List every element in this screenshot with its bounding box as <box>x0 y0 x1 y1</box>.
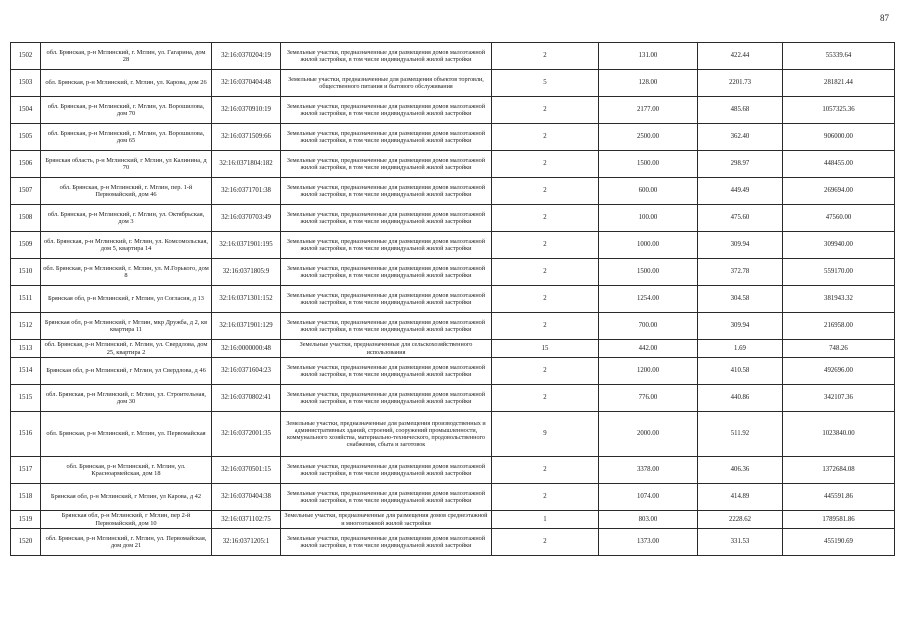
table-row <box>11 259 895 286</box>
specific-value-cell: 304.58 <box>698 286 783 313</box>
cadastral-value-cell: 906000.00 <box>783 124 895 151</box>
area-cell: 1373.00 <box>599 529 698 556</box>
cadastral-number-cell: 32:16:0370204:19 <box>212 43 281 70</box>
row-number: 1514 <box>11 358 41 385</box>
group-code-cell: 2 <box>492 385 599 412</box>
cadastral-value-cell: 455190.69 <box>783 529 895 556</box>
specific-value-cell: 372.78 <box>698 259 783 286</box>
specific-value-cell: 362.40 <box>698 124 783 151</box>
cadastral-number-cell: 32:16:0000000:48 <box>212 340 281 358</box>
table-row <box>11 232 895 259</box>
area-cell: 1254.00 <box>599 286 698 313</box>
table-body <box>11 43 895 556</box>
specific-value-cell: 331.53 <box>698 529 783 556</box>
table-row <box>11 412 895 457</box>
cadastral-number-cell: 32:16:0371901:195 <box>212 232 281 259</box>
cadastral-value-cell: 492696.00 <box>783 358 895 385</box>
cadastral-number-cell: 32:16:0370703:49 <box>212 205 281 232</box>
group-code-cell: 2 <box>492 232 599 259</box>
cadastral-value-cell: 748.26 <box>783 340 895 358</box>
address-cell: обл. Брянская, р-н Мглинский, г. Мглин, ул. Гагарина, дом 28 <box>41 43 212 70</box>
group-code-cell: 9 <box>492 412 599 457</box>
cadastral-value-cell: 559170.00 <box>783 259 895 286</box>
row-number: 1513 <box>11 340 41 358</box>
permitted-use-cell: Земельные участки, предназначенные для размещения домов малоэтажной жилой застройки, в том числе индивидуальной жилой застройки <box>281 97 492 124</box>
row-number: 1517 <box>11 457 41 484</box>
address-cell: обл. Брянская, р-н Мглинский, г. Мглин, ул. Карова, дом 26 <box>41 70 212 97</box>
cadastral-number-cell: 32:16:0371301:152 <box>212 286 281 313</box>
cadastral-value-cell: 1372684.08 <box>783 457 895 484</box>
group-code-cell: 2 <box>492 151 599 178</box>
specific-value-cell: 2228.62 <box>698 511 783 529</box>
address-cell: обл. Брянская, р-н Мглинский, г. Мглин, ул. Ворошилова, дом 65 <box>41 124 212 151</box>
area-cell: 1000.00 <box>599 232 698 259</box>
area-cell: 442.00 <box>599 340 698 358</box>
row-number: 1516 <box>11 412 41 457</box>
area-cell: 2000.00 <box>599 412 698 457</box>
row-number: 1505 <box>11 124 41 151</box>
specific-value-cell: 475.60 <box>698 205 783 232</box>
table-row <box>11 457 895 484</box>
address-cell: обл. Брянская, р-н Мглинский, г. Мглин, ул. Красноармейская, дом 18 <box>41 457 212 484</box>
group-code-cell: 2 <box>492 457 599 484</box>
specific-value-cell: 406.36 <box>698 457 783 484</box>
area-cell: 2500.00 <box>599 124 698 151</box>
cadastral-number-cell: 32:16:0370404:48 <box>212 70 281 97</box>
cadastral-number-cell: 32:16:0371205:1 <box>212 529 281 556</box>
specific-value-cell: 449.49 <box>698 178 783 205</box>
group-code-cell: 2 <box>492 124 599 151</box>
address-cell: обл. Брянская, р-н Мглинский, г. Мглин, ул. Первомайская <box>41 412 212 457</box>
address-cell: обл. Брянская, р-н Мглинский, г. Мглин, ул. Октябрьская, дом 3 <box>41 205 212 232</box>
permitted-use-cell: Земельные участки, предназначенные для размещения производственных и административных зданий, строений, сооружений промышленности, коммунального хозяйства, материально-технического, продовольственного снабжения, сбыта и заготовок <box>281 412 492 457</box>
table-row <box>11 385 895 412</box>
permitted-use-cell: Земельные участки, предназначенные для размещения домов малоэтажной жилой застройки, в том числе индивидуальной жилой застройки <box>281 205 492 232</box>
group-code-cell: 2 <box>492 43 599 70</box>
table-row <box>11 358 895 385</box>
cadastral-number-cell: 32:16:0370910:19 <box>212 97 281 124</box>
permitted-use-cell: Земельные участки, предназначенные для размещения домов малоэтажной жилой застройки, в том числе индивидуальной жилой застройки <box>281 385 492 412</box>
specific-value-cell: 2201.73 <box>698 70 783 97</box>
row-number: 1509 <box>11 232 41 259</box>
table-row <box>11 124 895 151</box>
row-number: 1512 <box>11 313 41 340</box>
row-number: 1515 <box>11 385 41 412</box>
specific-value-cell: 309.94 <box>698 232 783 259</box>
specific-value-cell: 485.68 <box>698 97 783 124</box>
cadastral-value-cell: 1789581.86 <box>783 511 895 529</box>
area-cell: 1500.00 <box>599 151 698 178</box>
cadastral-number-cell: 32:16:0372001:35 <box>212 412 281 457</box>
permitted-use-cell: Земельные участки, предназначенные для размещения домов малоэтажной жилой застройки, в том числе индивидуальной жилой застройки <box>281 232 492 259</box>
page-number: 87 <box>880 13 889 23</box>
row-number: 1510 <box>11 259 41 286</box>
cadastral-value-cell: 1057325.36 <box>783 97 895 124</box>
specific-value-cell: 422.44 <box>698 43 783 70</box>
permitted-use-cell: Земельные участки, предназначенные для размещения домов малоэтажной жилой застройки, в том числе индивидуальной жилой застройки <box>281 286 492 313</box>
row-number: 1508 <box>11 205 41 232</box>
group-code-cell: 2 <box>492 484 599 511</box>
permitted-use-cell: Земельные участки, предназначенные для размещения домов малоэтажной жилой застройки, в том числе индивидуальной жилой застройки <box>281 313 492 340</box>
cadastral-number-cell: 32:16:0370404:38 <box>212 484 281 511</box>
area-cell: 131.00 <box>599 43 698 70</box>
specific-value-cell: 309.94 <box>698 313 783 340</box>
cadastral-value-cell: 381943.32 <box>783 286 895 313</box>
area-cell: 700.00 <box>599 313 698 340</box>
table-row <box>11 43 895 70</box>
table-row <box>11 286 895 313</box>
table-row <box>11 484 895 511</box>
group-code-cell: 2 <box>492 178 599 205</box>
group-code-cell: 2 <box>492 205 599 232</box>
address-cell: обл. Брянская, р-н Мглинский, г. Мглин, ул. Ворошилова, дом 70 <box>41 97 212 124</box>
land-plot-table <box>10 42 895 556</box>
table-row <box>11 529 895 556</box>
table-row <box>11 511 895 529</box>
group-code-cell: 15 <box>492 340 599 358</box>
table-row <box>11 97 895 124</box>
cadastral-number-cell: 32:16:0371901:129 <box>212 313 281 340</box>
address-cell: Брянская область, р-н Мглинский, г Мглин, ул Калинина, д 70 <box>41 151 212 178</box>
specific-value-cell: 410.58 <box>698 358 783 385</box>
area-cell: 100.00 <box>599 205 698 232</box>
table-row <box>11 205 895 232</box>
cadastral-number-cell: 32:16:0371701:38 <box>212 178 281 205</box>
row-number: 1503 <box>11 70 41 97</box>
cadastral-value-cell: 47560.00 <box>783 205 895 232</box>
area-cell: 1200.00 <box>599 358 698 385</box>
specific-value-cell: 1.69 <box>698 340 783 358</box>
cadastral-value-cell: 269694.00 <box>783 178 895 205</box>
specific-value-cell: 511.92 <box>698 412 783 457</box>
cadastral-value-cell: 281821.44 <box>783 70 895 97</box>
group-code-cell: 5 <box>492 70 599 97</box>
cadastral-value-cell: 309940.00 <box>783 232 895 259</box>
cadastral-number-cell: 32:16:0371102:75 <box>212 511 281 529</box>
cadastral-number-cell: 32:16:0370802:41 <box>212 385 281 412</box>
area-cell: 1074.00 <box>599 484 698 511</box>
specific-value-cell: 440.86 <box>698 385 783 412</box>
address-cell: обл. Брянская, р-н Мглинский, г. Мглин, ул. М.Горького, дом 8 <box>41 259 212 286</box>
group-code-cell: 2 <box>492 313 599 340</box>
area-cell: 128.00 <box>599 70 698 97</box>
permitted-use-cell: Земельные участки, предназначенные для сельскохозяйственного использования <box>281 340 492 358</box>
table-row <box>11 151 895 178</box>
cadastral-value-cell: 55339.64 <box>783 43 895 70</box>
row-number: 1504 <box>11 97 41 124</box>
table-row <box>11 340 895 358</box>
address-cell: обл. Брянская, р-н Мглинский, г. Мглин, ул. Первомайская, дом дом 21 <box>41 529 212 556</box>
permitted-use-cell: Земельные участки, предназначенные для размещения домов малоэтажной жилой застройки, в том числе индивидуальной жилой застройки <box>281 151 492 178</box>
permitted-use-cell: Земельные участки, предназначенные для размещения домов малоэтажной жилой застройки, в том числе индивидуальной жилой застройки <box>281 484 492 511</box>
address-cell: обл. Брянская, р-н Мглинский, г. Мглин, ул. Строительная, дом 30 <box>41 385 212 412</box>
row-number: 1519 <box>11 511 41 529</box>
group-code-cell: 2 <box>492 259 599 286</box>
specific-value-cell: 414.89 <box>698 484 783 511</box>
permitted-use-cell: Земельные участки, предназначенные для размещения домов малоэтажной жилой застройки, в том числе индивидуальной жилой застройки <box>281 43 492 70</box>
address-cell: Брянская обл, р-н Мглинский, г Мглин, мкр Дружба, д 2, кв квартира 11 <box>41 313 212 340</box>
row-number: 1511 <box>11 286 41 313</box>
permitted-use-cell: Земельные участки, предназначенные для размещения домов малоэтажной жилой застройки, в том числе индивидуальной жилой застройки <box>281 358 492 385</box>
permitted-use-cell: Земельные участки, предназначенные для размещения объектов торговли, общественного питания и бытового обслуживания <box>281 70 492 97</box>
permitted-use-cell: Земельные участки, предназначенные для размещения домов малоэтажной жилой застройки, в том числе индивидуальной жилой застройки <box>281 259 492 286</box>
area-cell: 3378.00 <box>599 457 698 484</box>
table-row <box>11 313 895 340</box>
cadastral-value-cell: 448455.00 <box>783 151 895 178</box>
row-number: 1506 <box>11 151 41 178</box>
address-cell: Брянская обл, р-н Мглинский, г Мглин, ул Карова, д 42 <box>41 484 212 511</box>
permitted-use-cell: Земельные участки, предназначенные для размещения домов малоэтажной жилой застройки, в том числе индивидуальной жилой застройки <box>281 178 492 205</box>
group-code-cell: 2 <box>492 358 599 385</box>
row-number: 1507 <box>11 178 41 205</box>
cadastral-number-cell: 32:16:0371604:23 <box>212 358 281 385</box>
address-cell: Брянская обл, р-н Мглинский, г Мглин, ул Согласия, д 13 <box>41 286 212 313</box>
area-cell: 2177.00 <box>599 97 698 124</box>
cadastral-value-cell: 1023840.00 <box>783 412 895 457</box>
cadastral-value-cell: 216958.00 <box>783 313 895 340</box>
cadastral-value-cell: 342107.36 <box>783 385 895 412</box>
group-code-cell: 2 <box>492 529 599 556</box>
row-number: 1502 <box>11 43 41 70</box>
area-cell: 600.00 <box>599 178 698 205</box>
cadastral-number-cell: 32:16:0371509:66 <box>212 124 281 151</box>
group-code-cell: 1 <box>492 511 599 529</box>
address-cell: обл. Брянская, р-н Мглинский, г. Мглин, ул. Свердлова, дом 25, квартира 2 <box>41 340 212 358</box>
table-row <box>11 178 895 205</box>
cadastral-value-cell: 445591.86 <box>783 484 895 511</box>
permitted-use-cell: Земельные участки, предназначенные для размещения домов среднеэтажной и многоэтажной жилой застройки <box>281 511 492 529</box>
address-cell: обл. Брянская, р-н Мглинский, г. Мглин, ул. Комсомольская, дом 5, квартира 14 <box>41 232 212 259</box>
cadastral-number-cell: 32:16:0370501:15 <box>212 457 281 484</box>
area-cell: 776.00 <box>599 385 698 412</box>
table-row <box>11 70 895 97</box>
cadastral-number-cell: 32:16:0371804:182 <box>212 151 281 178</box>
permitted-use-cell: Земельные участки, предназначенные для размещения домов малоэтажной жилой застройки, в том числе индивидуальной жилой застройки <box>281 529 492 556</box>
cadastral-number-cell: 32:16:0371805:9 <box>212 259 281 286</box>
row-number: 1520 <box>11 529 41 556</box>
group-code-cell: 2 <box>492 97 599 124</box>
area-cell: 1500.00 <box>599 259 698 286</box>
row-number: 1518 <box>11 484 41 511</box>
permitted-use-cell: Земельные участки, предназначенные для размещения домов малоэтажной жилой застройки, в том числе индивидуальной жилой застройки <box>281 457 492 484</box>
address-cell: Брянская обл, р-н Мглинский, г Мглин, ул Свердлова, д 46 <box>41 358 212 385</box>
area-cell: 803.00 <box>599 511 698 529</box>
specific-value-cell: 298.97 <box>698 151 783 178</box>
address-cell: обл. Брянская, р-н Мглинский, г. Мглин, пер. 1-й Первомайский, дом 46 <box>41 178 212 205</box>
address-cell: Брянская обл, р-н Мглинский, г Мглин, пер 2-й Первомайский, дом 10 <box>41 511 212 529</box>
group-code-cell: 2 <box>492 286 599 313</box>
permitted-use-cell: Земельные участки, предназначенные для размещения домов малоэтажной жилой застройки, в том числе индивидуальной жилой застройки <box>281 124 492 151</box>
